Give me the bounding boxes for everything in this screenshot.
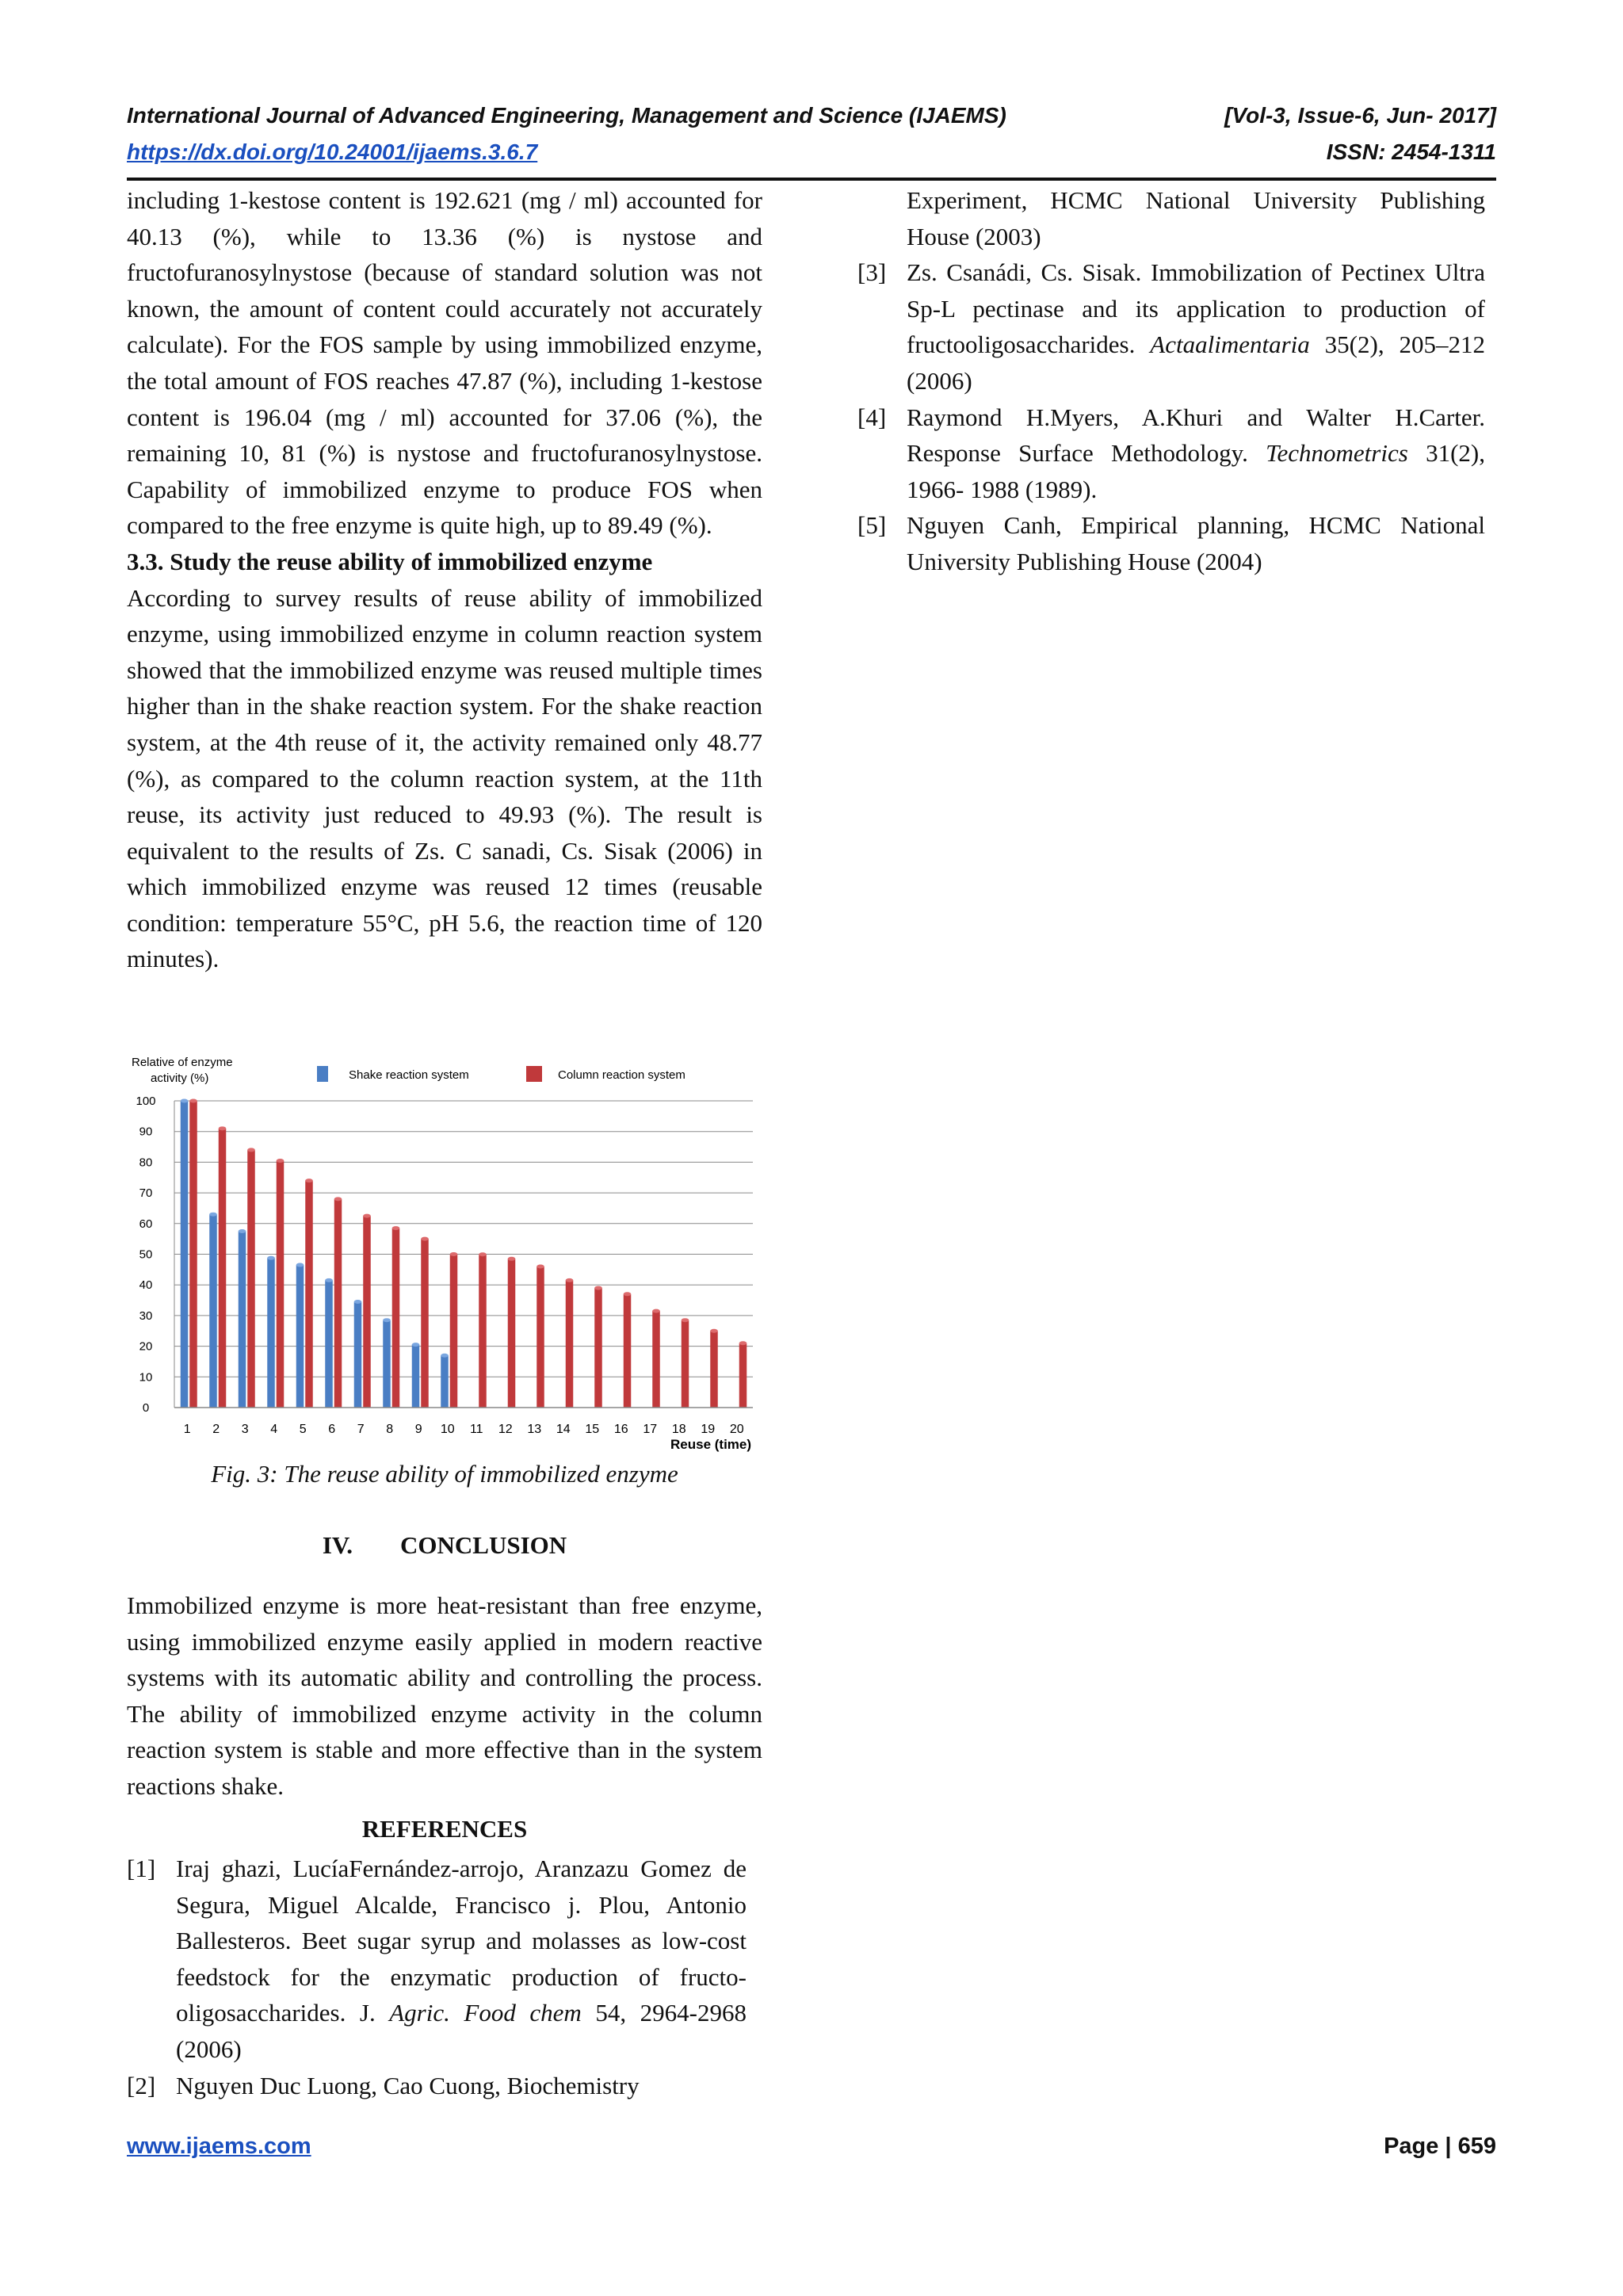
bar-column [537,1266,544,1408]
doi-link[interactable]: https://dx.doi.org/10.24001/ijaems.3.6.7 [127,139,538,164]
chart-bars [181,1099,747,1408]
bar-shake [441,1355,449,1408]
reference-text: Nguyen Canh, Empirical planning, HCMC National University Publishing House (2004) [907,511,1485,575]
bar-column [189,1101,197,1408]
bar-cap [334,1197,342,1201]
x-tick-label: 17 [643,1423,658,1436]
reference-item [857,399,1485,508]
results-paragraph: including 1-kestose content is 192.621 (mg / ml) accounted for 40.13 (%), while to 13.36 (%) is nystose and fructofuranosylnystose (because of standard solution was not known, the amount of content could accurately not accurately calculate). For the FOS sample by using immobilized enzyme, the total amount of FOS reaches 47.87 (%), including 1-kestose content is 196.04 (mg / ml) accounted for 37.06 (%), the remaining 10, 81 (%) is nystose and fructofuranosylnystose. Capability of immobilized enzyme to produce FOS when compared to the free enzyme is quite high, up to 89.49 (%). [127,186,762,540]
bar-shake [383,1320,391,1408]
reference-item [127,2068,747,2104]
header-rule [127,178,1496,181]
bar-cap [383,1318,391,1322]
references-heading: REFERENCES [361,1815,528,1843]
reuse-chart [127,1050,762,1462]
page-number: Page | 659 [1384,2134,1496,2159]
bar-cap [277,1159,285,1163]
bar-column [450,1255,458,1408]
y-axis-label-line1: Relative of enzyme [132,1056,233,1069]
x-axis-label: Reuse (time) [670,1437,752,1452]
y-axis-label-line2: activity (%) [151,1072,209,1085]
journal-title: International Journal of Advanced Engineering, Management and Science (IJAEMS) [127,103,1006,128]
bar-cap [652,1309,660,1313]
x-tick-label: 20 [729,1423,744,1436]
bar-shake [209,1214,217,1408]
chart-grid [174,1101,753,1408]
x-tick-label: 15 [585,1423,600,1436]
reference-number: [1] [127,1855,156,1882]
legend-shake-swatch [317,1066,328,1082]
reference-number: [3] [857,258,887,287]
bar-cap [239,1229,246,1233]
x-tick-label: 13 [527,1423,542,1436]
left-column [127,182,762,977]
x-tick-label: 6 [328,1423,336,1436]
reference-item [857,254,1485,399]
x-tick-label: 4 [270,1423,278,1436]
bar-cap [508,1257,516,1261]
bar-cap [566,1278,574,1282]
bar-shake [239,1231,246,1408]
bar-column [508,1259,516,1408]
bar-cap [421,1237,429,1241]
bar-shake [296,1265,304,1408]
bar-cap [247,1148,255,1152]
x-tick-label: 14 [556,1423,571,1436]
reuse-paragraph: According to survey results of reuse ability of immobilized enzyme, using immobilized enzyme in column reaction system showed that the immobilized enzyme was reused multiple times higher than in the shake reaction system. For the shake reaction system, at the 4th reuse of it, the activity remained only 48.77 (%), as compared to the column reaction system, at the 11th reuse, its activity just reduced to 49.93 (%). The result is equivalent to the results of Zs. C sanadi, Cs. Sisak (2006) in which immobilized enzyme was reused 12 times (reusable condition: temperature 55°C, pH 5.6, the reaction time of 120 minutes). [127,583,762,973]
bar-shake [325,1280,333,1408]
x-tick-label: 2 [212,1423,220,1436]
y-tick-label: 50 [139,1247,153,1262]
references-left [127,1851,747,2103]
bar-cap [412,1343,420,1347]
bar-cap [181,1099,189,1103]
bar-cap [594,1286,602,1290]
y-tick-label: 80 [139,1156,153,1170]
page-footer [127,2134,1496,2160]
reference-text: Nguyen Duc Luong, Cao Cuong, Biochemistry [176,2071,640,2099]
bar-shake [412,1345,420,1408]
x-tick-labels [184,1423,744,1436]
x-tick-label: 3 [241,1423,249,1436]
bar-column [305,1181,313,1408]
reference-number: [2] [127,2071,156,2099]
x-tick-label: 9 [414,1423,422,1436]
bar-cap [325,1278,333,1282]
bar-cap [441,1354,449,1358]
y-tick-label: 30 [139,1308,153,1323]
x-tick-label: 11 [469,1423,483,1436]
x-tick-label: 16 [613,1423,628,1436]
legend-column-label: Column reaction system [558,1068,685,1082]
bar-shake [181,1101,189,1408]
legend-column-swatch [526,1066,542,1082]
section-number: IV. [322,1531,353,1559]
y-tick-label: 20 [139,1339,153,1354]
reference-number: [5] [857,511,887,540]
bar-shake [354,1301,362,1408]
bar-column [479,1255,487,1408]
website-link[interactable]: www.ijaems.com [127,2134,311,2159]
bar-cap [363,1214,371,1218]
reference-item [857,507,1485,579]
conclusion-text: Immobilized enzyme is more heat-resistant than free enzyme, using immobilized enzyme easily applied in modern reactive systems with its automatic ability and controlling the process. The ability of immobilized enzyme activity in the column reaction system is stable and more effective than in the system reactions shake. [127,1591,762,1800]
bar-column [334,1199,342,1408]
bar-cap [450,1252,458,1256]
bar-column [739,1343,747,1408]
x-tick-label: 5 [299,1423,307,1436]
conclusion-heading [127,1531,762,1560]
bar-cap [267,1256,275,1260]
reference-text: Zs. Csanádi, Cs. Sisak. Immobilization of Pectinex Ultra Sp-L pectinase and its application to production of fructooligosaccharides. Actaalimentaria 35(2), 205–212 (2006) [907,258,1485,395]
bar-column [710,1331,718,1408]
bar-cap [739,1341,747,1345]
bar-column [247,1150,255,1408]
volume-issue: [Vol-3, Issue-6, Jun- 2017] [1224,103,1496,128]
y-tick-label: 0 [142,1401,150,1415]
bar-cap [305,1179,313,1182]
figure-caption: Fig. 3: The reuse ability of immobilized enzyme [211,1460,678,1488]
bar-cap [479,1252,487,1256]
bar-column [421,1239,429,1408]
x-tick-label: 1 [183,1423,191,1436]
issn: ISSN: 2454-1311 [1326,139,1496,164]
y-tick-label: 90 [139,1125,153,1139]
reference-text: Iraj ghazi, LucíaFernández-arrojo, Aranzazu Gomez de Segura, Miguel Alcalde, Francisco j. Plou, Antonio Ballesteros. Beet sugar syrup and molasses as low-cost feedstock for the enzymatic production of fructo-oligosaccharides. J. Agric. Food chem 54, 2964-2968 (2006) [176,1855,747,2063]
chart-svg [127,1050,762,1462]
bar-column [682,1320,689,1408]
y-tick-labels [136,1095,155,1415]
x-tick-label: 7 [357,1423,365,1436]
y-tick-label: 10 [139,1370,153,1385]
reference-item [127,1851,747,2068]
bar-cap [624,1292,632,1296]
bar-column [624,1294,632,1408]
bar-cap [682,1318,689,1322]
bar-shake [267,1258,275,1408]
section-title: CONCLUSION [400,1531,567,1559]
x-tick-label: 10 [440,1423,455,1436]
bar-cap [392,1226,400,1230]
reference-number: [4] [857,403,887,431]
y-tick-label: 70 [139,1186,153,1201]
bar-cap [209,1213,217,1217]
x-tick-label: 8 [386,1423,394,1436]
bar-cap [710,1329,718,1333]
bar-column [219,1129,227,1408]
x-tick-label: 19 [701,1423,716,1436]
bar-column [392,1228,400,1408]
bar-cap [189,1099,197,1103]
y-tick-label: 60 [139,1217,153,1231]
bar-column [566,1280,574,1408]
bar-column [363,1216,371,1408]
bar-cap [354,1300,362,1304]
legend-shake-label: Shake reaction system [349,1068,469,1082]
x-tick-label: 12 [498,1423,513,1436]
y-tick-label: 40 [139,1278,153,1293]
bar-column [652,1311,660,1408]
bar-column [277,1160,285,1408]
references-right [857,182,1485,580]
subsection-heading: 3.3. Study the reuse ability of immobilized enzyme [127,547,653,575]
x-tick-label: 18 [671,1423,686,1436]
bar-cap [219,1126,227,1130]
reference-text: Raymond H.Myers, A.Khuri and Walter H.Carter. Response Surface Methodology. Technometrics 31(2), 1966- 1988 (1989). [907,403,1485,503]
y-tick-label: 100 [136,1095,156,1108]
reference-continuation: Experiment, HCMC National University Publishing House (2003) [907,186,1485,250]
bar-column [594,1288,602,1408]
bar-cap [537,1264,544,1268]
bar-cap [296,1263,304,1267]
